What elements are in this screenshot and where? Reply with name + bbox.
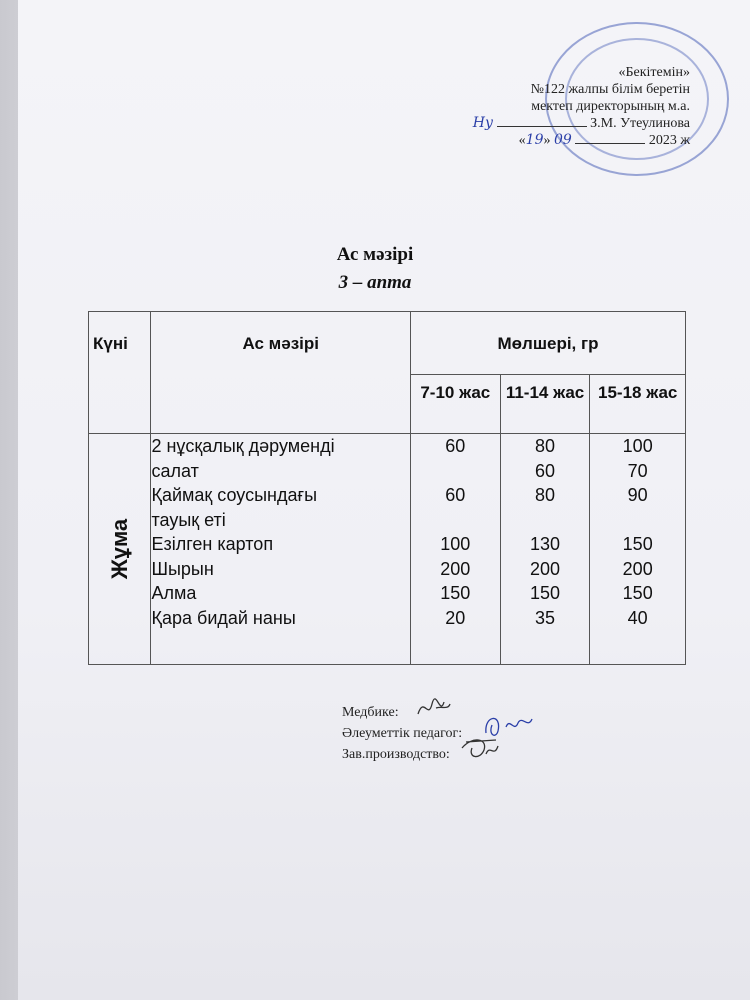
- quantity-value: 150: [530, 583, 561, 603]
- quantity-value: 60: [445, 436, 466, 456]
- approval-block: [473, 64, 690, 149]
- quantity-value: 80: [535, 485, 556, 505]
- nurse-signature: [414, 694, 454, 722]
- quantity-value: 35: [535, 607, 556, 628]
- signatures-block: [342, 702, 462, 765]
- quantity-value: 150: [622, 583, 653, 603]
- approval-title: «Бекітемін»: [618, 65, 690, 80]
- approval-line-1: №122 жалпы білім беретін: [530, 82, 690, 97]
- header-amount: Мөлшері, гр: [410, 312, 685, 375]
- dish-item: Қаймақ соусындағы: [151, 485, 317, 505]
- date-year: 2023 ж: [648, 133, 690, 148]
- day-label: Жұма: [106, 518, 132, 580]
- approval-date: «19» 09 2023 ж: [518, 132, 690, 148]
- dish-item: Алма: [151, 583, 197, 603]
- production-manager-label: Зав.производство:: [342, 747, 450, 762]
- director-signature: Ну: [472, 115, 494, 131]
- age-group-header: 15-18 жас: [590, 375, 686, 434]
- quantity-value: 100: [440, 534, 471, 554]
- quantity-column-7-10: [410, 434, 500, 665]
- date-day: 19: [525, 132, 544, 148]
- dish-list: [151, 434, 410, 665]
- quantity-value: 90: [627, 485, 648, 505]
- social-teacher-label: Әлеуметтік педагог:: [342, 726, 463, 741]
- age-group-header: 11-14 жас: [500, 375, 590, 434]
- quantity-value: [411, 508, 500, 533]
- quantity-value: [501, 508, 590, 533]
- quantity-value: 150: [440, 583, 471, 603]
- quantity-value: [411, 459, 500, 484]
- dish-item: Езілген картоп: [151, 534, 274, 554]
- day-cell: [89, 434, 151, 665]
- quantity-value: 200: [530, 558, 561, 579]
- director-name: З.М. Утеулинова: [590, 116, 690, 131]
- page-title: Ас мәзірі: [336, 244, 414, 265]
- quantity-value: 70: [627, 460, 648, 481]
- dish-item: 2 нұсқалық дәрумендi: [151, 436, 335, 456]
- nurse-label: Медбике:: [342, 705, 399, 720]
- quantity-column-11-14: [500, 434, 590, 665]
- approval-signature-line: [473, 115, 690, 132]
- quantity-value: 100: [622, 436, 653, 456]
- quantity-value: 130: [530, 534, 561, 554]
- date-month: 09: [553, 132, 572, 148]
- quantity-value: 60: [445, 485, 466, 505]
- quantity-value: 150: [622, 534, 653, 554]
- age-group-header: 7-10 жас: [410, 375, 500, 434]
- quantity-value: 80: [535, 436, 556, 456]
- page-subtitle: 3 – апта: [338, 272, 412, 293]
- dish-item: Қара бидай наны: [151, 607, 296, 628]
- production-manager-signature: [458, 734, 506, 764]
- menu-table: [88, 311, 686, 665]
- header-day: Күні: [89, 312, 151, 434]
- quantity-value: 20: [445, 607, 466, 628]
- quantity-value: 60: [535, 460, 556, 481]
- nurse-row: [342, 702, 462, 723]
- quantity-value: [590, 508, 685, 533]
- social-teacher-row: [342, 723, 462, 744]
- dish-item: Шырын: [151, 558, 214, 579]
- quantity-column-15-18: [590, 434, 686, 665]
- dish-item: тауық еті: [151, 509, 226, 530]
- quantity-value: 200: [440, 558, 471, 579]
- production-manager-row: [342, 744, 462, 765]
- quantity-value: 200: [622, 558, 653, 579]
- header-menu: Ас мәзірі: [151, 312, 410, 434]
- dish-item: салат: [151, 460, 199, 481]
- quantity-value: 40: [627, 607, 648, 628]
- approval-line-2: мектеп директорының м.а.: [531, 99, 690, 114]
